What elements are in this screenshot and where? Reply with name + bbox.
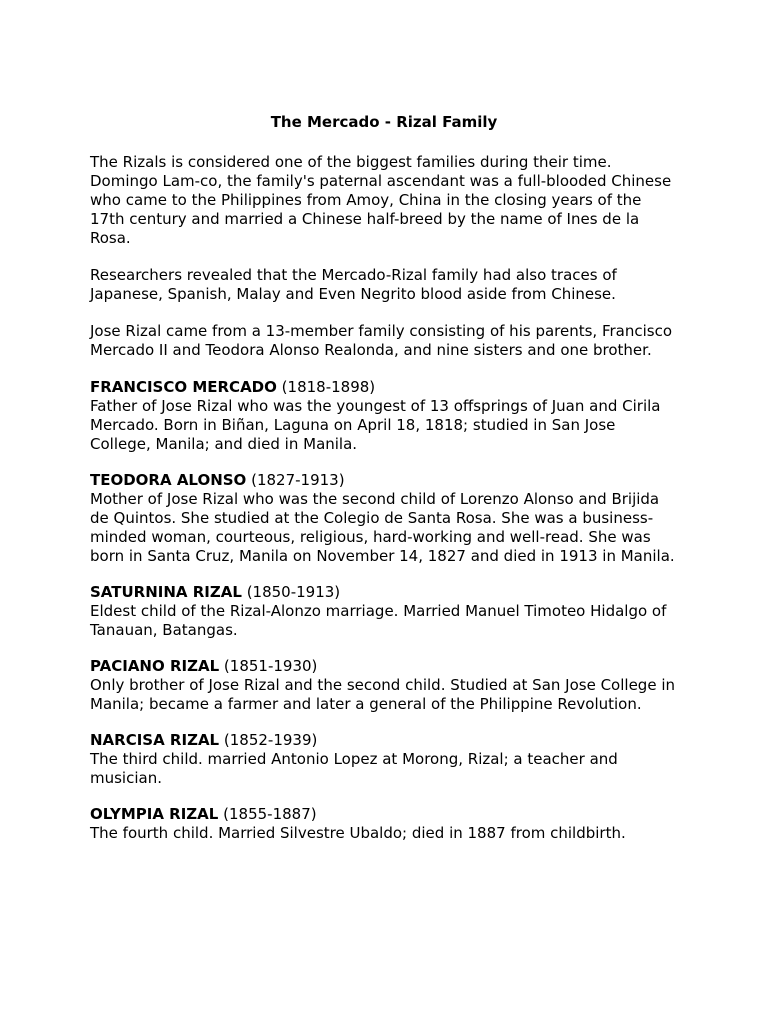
member-years: (1851-1930) [223,657,318,675]
entry-heading [90,471,680,490]
member-name: NARCISA RIZAL [90,731,220,749]
document-title: The Mercado - Rizal Family [270,113,498,131]
member-name: TEODORA ALONSO [90,471,247,489]
member-description: Eldest child of the Rizal-Alonzo marriage. Married Manuel Timoteo Hidalgo of Tanauan, Batangas. [90,602,667,639]
member-years: (1852-1939) [223,731,318,749]
entry-heading [90,731,680,750]
entry-heading [90,805,680,824]
intro-paragraph: The Rizals is considered one of the biggest families during their time. Domingo Lam-co, the family's paternal ascendant was a full-blooded Chinese who came to the Philippines from Amoy, China in the closing years of the 17th century and married a Chinese half-breed by the name of Ines de la Rosa. [90,153,672,247]
member-years: (1818-1898) [281,378,376,396]
member-name: SATURNINA RIZAL [90,583,242,601]
family-member-entry [90,471,680,566]
member-description: The third child. married Antonio Lopez at Morong, Rizal; a teacher and musician. [90,750,618,787]
entry-heading [90,378,680,397]
member-description: Mother of Jose Rizal who was the second child of Lorenzo Alonso and Brijida de Quintos. She studied at the Colegio de Santa Rosa. She was a business-minded woman, courteous, religious, hard-working and well-read. She was born in Santa Cruz, Manila on November 14, 1827 and died in 1913 in Manila. [90,490,675,565]
family-member-entry [90,583,680,640]
family-member-entry [90,378,680,454]
document-body [90,153,680,860]
member-name: PACIANO RIZAL [90,657,220,675]
member-description: Only brother of Jose Rizal and the second child. Studied at San Jose College in Manila; became a farmer and later a general of the Philippine Revolution. [90,676,675,713]
family-member-entry [90,731,680,788]
member-years: (1827-1913) [251,471,345,489]
member-description: Father of Jose Rizal who was the youngest of 13 offsprings of Juan and Cirila Mercado. Born in Biñan, Laguna on April 18, 1818; studied in San Jose College, Manila; and died in Manila. [90,397,661,453]
member-description: The fourth child. Married Silvestre Ubaldo; died in 1887 from childbirth. [90,824,626,842]
family-member-entry [90,657,680,714]
family-member-entry [90,805,680,843]
family-size-paragraph: Jose Rizal came from a 13-member family consisting of his parents, Francisco Mercado II and Teodora Alonso Realonda, and nine sisters and one brother. [90,322,673,359]
entry-heading [90,657,680,676]
member-years: (1855-1887) [223,805,317,823]
member-name: OLYMPIA RIZAL [90,805,219,823]
member-years: (1850-1913) [246,583,341,601]
entry-heading [90,583,680,602]
member-name: FRANCISCO MERCADO [90,378,277,396]
ancestry-paragraph: Researchers revealed that the Mercado-Rizal family had also traces of Japanese, Spanish, Malay and Even Negrito blood aside from Chinese. [90,266,617,303]
